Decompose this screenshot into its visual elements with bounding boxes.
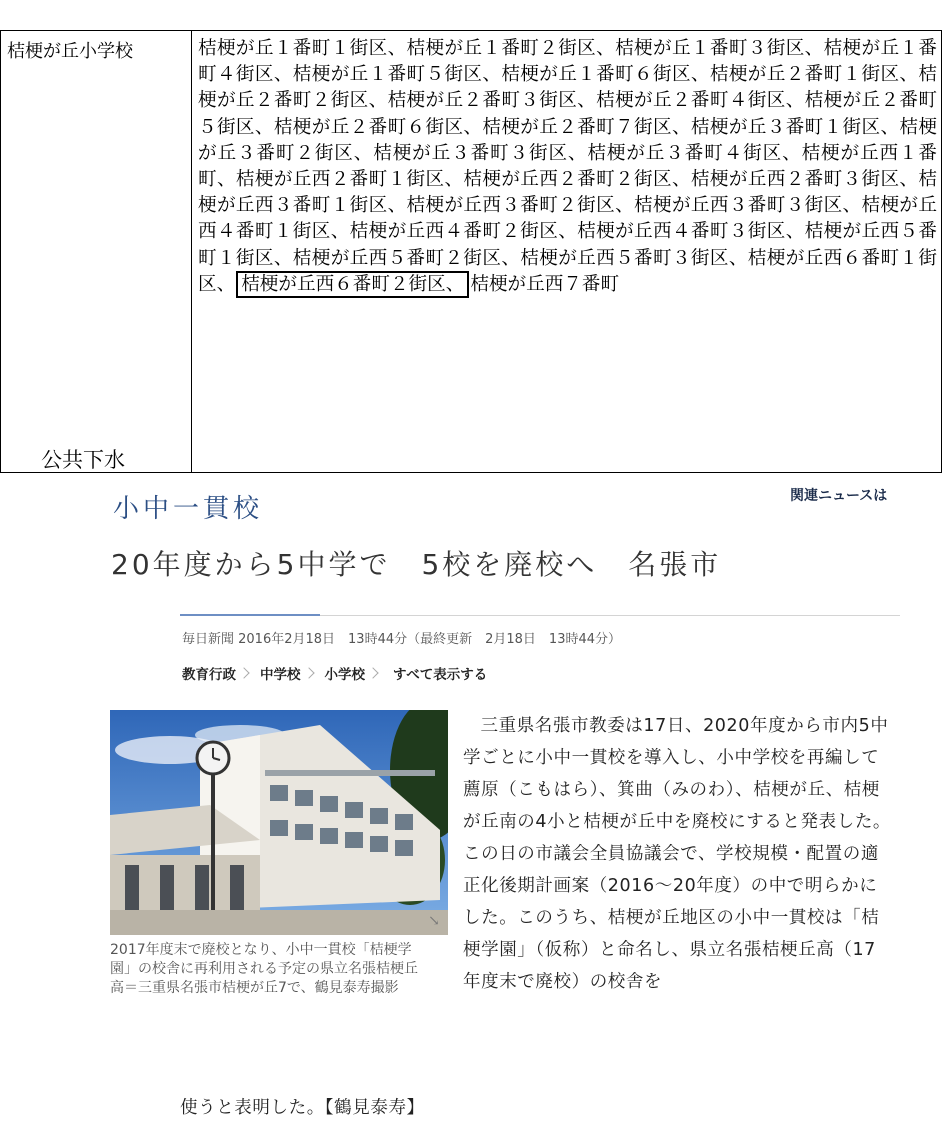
tag-label: 小学校	[324, 667, 365, 683]
school-cell	[1, 31, 192, 473]
photo-caption: 2017年度末で廃校となり、小中一貫校「桔梗学園」の校舎に再利用される予定の県立名張桔梗丘高＝三重県名張市桔梗が丘7で、鶴見泰寿撮影	[110, 942, 418, 996]
tag-label: 教育行政	[182, 667, 236, 683]
dateline: 毎日新聞 2016年2月18日 13時44分（最終更新 2月18日 13時44分）	[182, 632, 622, 647]
tag-junior-high[interactable]	[260, 663, 313, 683]
tag-elementary[interactable]	[325, 663, 378, 683]
sewer-label: 公共下水	[41, 448, 125, 472]
headline-rule	[320, 615, 900, 616]
tag-education-admin[interactable]	[182, 663, 248, 683]
related-news-label[interactable]: 関連ニュースは	[790, 488, 888, 504]
article-body-tail: 使うと表明した。【鶴見泰寿】	[180, 1098, 425, 1118]
district-list	[192, 31, 942, 473]
table-row	[1, 31, 942, 473]
chevron-right-icon	[303, 667, 314, 678]
article-category[interactable]: 小中一貫校	[113, 494, 264, 524]
school-building-illustration	[110, 710, 448, 935]
article-photo[interactable]	[110, 710, 448, 935]
article-body: 三重県名張市教委は17日、2020年度から市内5中学ごとに小中一貫校を導入し、小中学校を再編して薦原（こもはら）、箕曲（みのわ）、桔梗が丘、桔梗が丘南の4小と桔梗が丘中を廃校にすると発表した。この日の市議会全員協議会で、学校規模・配置の適正化後期計画案（2016～20年度）の中で明らかにした。このうち、桔梗が丘地区の小中一貫校は「桔梗学園」（仮称）と命名し、県立名張桔梗丘高（17年度末で廃校）の校舎を	[463, 716, 892, 992]
district-table	[0, 30, 942, 473]
tag-label: 中学校	[260, 667, 301, 683]
show-all-link[interactable]: すべて表示する	[393, 667, 488, 683]
chevron-right-icon	[238, 667, 249, 678]
expand-arrow-icon[interactable]: ↘	[428, 913, 440, 929]
headline-rule-accent	[180, 614, 320, 616]
district-text: 桔梗が丘１番町１街区、桔梗が丘１番町２街区、桔梗が丘１番町３街区、桔梗が丘１番町４街区、桔梗が丘１番町５街区、桔梗が丘１番町６街区、桔梗が丘２番町１街区、桔梗が丘２番町２街区、桔梗が丘２番町３街区、桔梗が丘２番町４街区、桔梗が丘２番町５街区、桔梗が丘２番町６街区、桔梗が丘２番町７街区、桔梗が丘３番町１街区、桔梗が丘３番町２街区、桔梗が丘３番町３街区、桔梗が丘３番町４街区、桔梗が丘西１番町、桔梗が丘西２番町１街区、桔梗が丘西２番町２街区、桔梗が丘西２番町３街区、桔梗が丘西３番町１街区、桔梗が丘西３番町２街区、桔梗が丘西３番町３街区、桔梗が丘西４番町１街区、桔梗が丘西４番町２街区、桔梗が丘西４番町３街区、桔梗が丘西５番町１街区、桔梗が丘西５番町２街区、桔梗が丘西５番町３街区、桔梗が丘西６番町１街区、	[198, 38, 937, 295]
district-text-end: 桔梗が丘西７番町	[470, 273, 620, 295]
tag-list	[182, 663, 487, 683]
highlighted-district: 桔梗が丘西６番町２街区、	[236, 271, 469, 298]
article-headline: 20年度から5中学で 5校を廃校へ 名張市	[111, 548, 722, 581]
school-name: 桔梗が丘小学校	[7, 41, 133, 62]
chevron-right-icon	[367, 667, 378, 678]
